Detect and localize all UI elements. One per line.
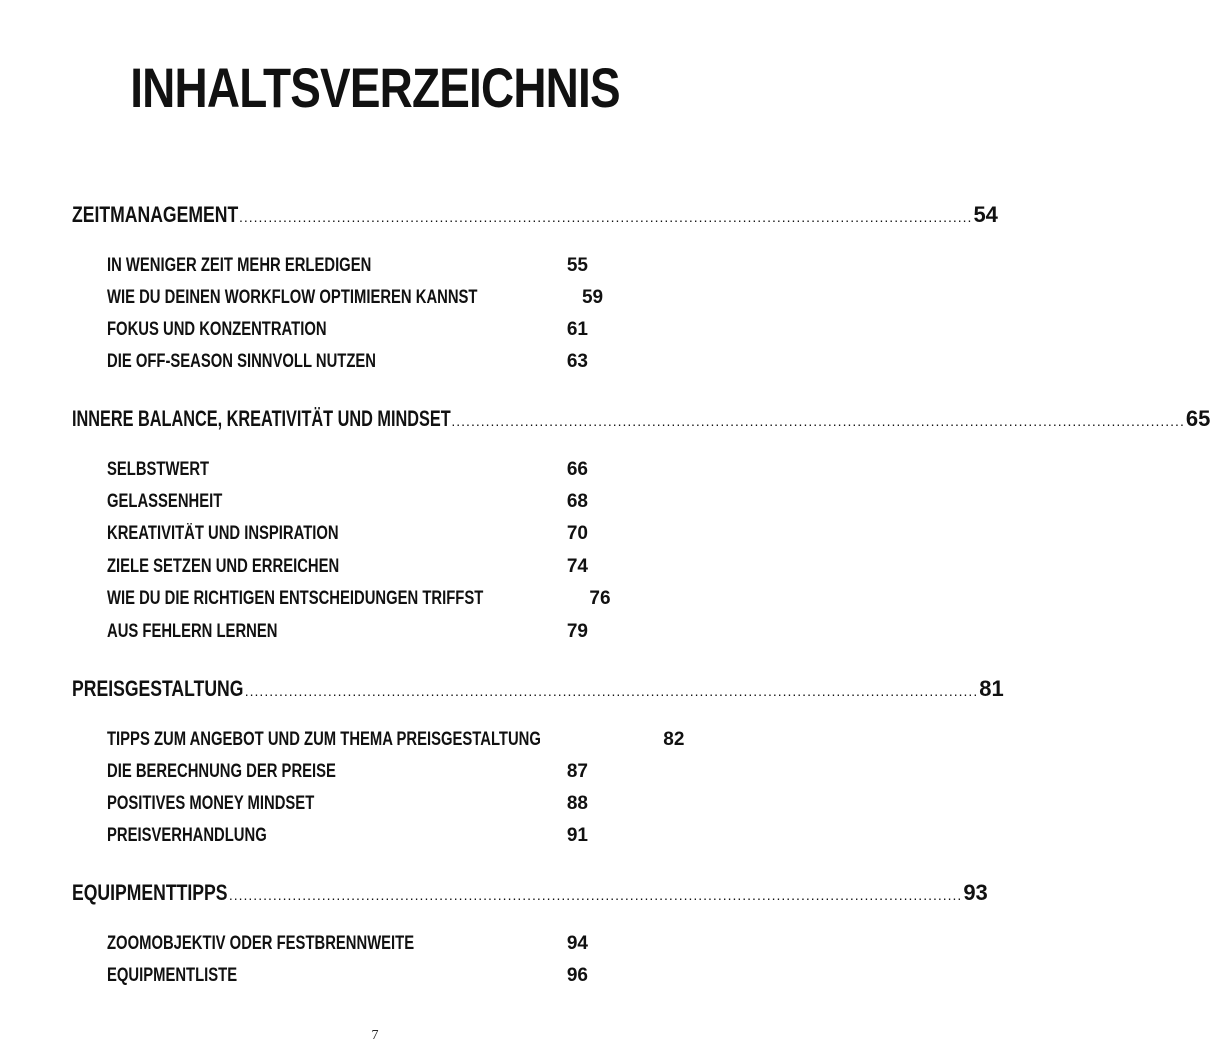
toc-entry[interactable] — [107, 457, 588, 483]
entry-page-number: 68 — [566, 491, 588, 512]
chapter-page-number: 81 — [979, 676, 1004, 701]
entry-page-number: 66 — [566, 459, 588, 480]
entry-title: PREISVERHANDLUNG — [107, 825, 267, 846]
entry-title: WIE DU DEINEN WORKFLOW OPTIMIEREN KANNST — [107, 287, 478, 308]
toc-entry[interactable] — [107, 759, 588, 785]
chapter-equipmenttipps[interactable] — [72, 878, 988, 908]
toc-entry[interactable] — [107, 349, 588, 375]
chapter-page-number: 93 — [963, 880, 988, 905]
entry-page-number: 70 — [566, 523, 588, 544]
toc-entry[interactable] — [107, 253, 588, 279]
toc-entry[interactable] — [107, 931, 588, 957]
chapter-page-number: 54 — [973, 202, 998, 227]
chapter-title: INNERE BALANCE, KREATIVITÄT UND MINDSET — [72, 406, 451, 431]
dot-leader: ...................................................................................................................................................... — [238, 209, 973, 225]
entry-page-number: 87 — [566, 761, 588, 782]
entry-title: AUS FEHLERN LERNEN — [107, 621, 278, 642]
entry-title: DIE OFF-SEASON SINNVOLL NUTZEN — [107, 351, 376, 372]
entry-page-number: 94 — [566, 933, 588, 954]
entry-title: TIPPS ZUM ANGEBOT UND ZUM THEMA PREISGESTALTUNG — [107, 729, 541, 750]
entry-page-number: 79 — [566, 621, 588, 642]
toc-entry[interactable] — [107, 317, 588, 343]
entry-title: POSITIVES MONEY MINDSET — [107, 793, 315, 814]
entry-title: EQUIPMENTLISTE — [107, 965, 238, 986]
entry-title: GELASSENHEIT — [107, 491, 223, 512]
entry-title: KREATIVITÄT UND INSPIRATION — [107, 523, 339, 544]
page-title: INHALTSVERZEICHNIS — [130, 56, 620, 119]
entry-title: ZIELE SETZEN UND ERREICHEN — [107, 556, 340, 577]
entry-page-number: 91 — [566, 825, 588, 846]
entry-page-number: 74 — [566, 556, 588, 577]
chapter-title: PREISGESTALTUNG — [72, 676, 244, 701]
toc-entry[interactable] — [107, 727, 685, 753]
entry-page-number: 59 — [581, 287, 604, 308]
entry-page-number: 55 — [566, 255, 588, 276]
entry-page-number: 88 — [566, 793, 588, 814]
chapter-title: EQUIPMENTTIPPS — [72, 880, 228, 905]
entry-page-number: 76 — [589, 588, 611, 609]
chapter-title: ZEITMANAGEMENT — [72, 202, 239, 227]
entry-title: WIE DU DIE RICHTIGEN ENTSCHEIDUNGEN TRIFFST — [107, 588, 484, 609]
toc-entry[interactable] — [107, 791, 588, 817]
toc-entry[interactable] — [107, 963, 588, 989]
toc-entry[interactable] — [107, 586, 611, 612]
entry-page-number: 82 — [663, 729, 685, 750]
toc-entry[interactable] — [107, 489, 588, 515]
entry-page-number: 61 — [566, 319, 588, 340]
toc-entry[interactable] — [107, 285, 604, 311]
entry-title: SELBSTWERT — [107, 459, 210, 480]
entry-title: ZOOMOBJEKTIV ODER FESTBRENNWEITE — [107, 933, 415, 954]
toc-entry[interactable] — [107, 823, 588, 849]
toc-entry[interactable] — [107, 554, 588, 580]
chapter-innere-balance[interactable] — [72, 404, 1210, 434]
toc-entry[interactable] — [107, 521, 588, 547]
chapter-zeitmanagement[interactable] — [72, 200, 998, 230]
entry-title: FOKUS UND KONZENTRATION — [107, 319, 327, 340]
chapter-preisgestaltung[interactable] — [72, 674, 1004, 704]
dot-leader: ...................................................................................................................................................... — [228, 887, 963, 903]
entry-title: DIE BERECHNUNG DER PREISE — [107, 761, 336, 782]
page-number: 7 — [371, 1028, 379, 1043]
entry-page-number: 63 — [566, 351, 588, 372]
entry-page-number: 96 — [566, 965, 588, 986]
dot-leader: ...................................................................................................................................................... — [244, 683, 979, 699]
toc-entry[interactable] — [107, 619, 588, 645]
chapter-page-number: 65 — [1185, 406, 1210, 431]
dot-leader: ...................................................................................................................................................... — [451, 413, 1185, 429]
entry-title: IN WENIGER ZEIT MEHR ERLEDIGEN — [107, 255, 372, 276]
